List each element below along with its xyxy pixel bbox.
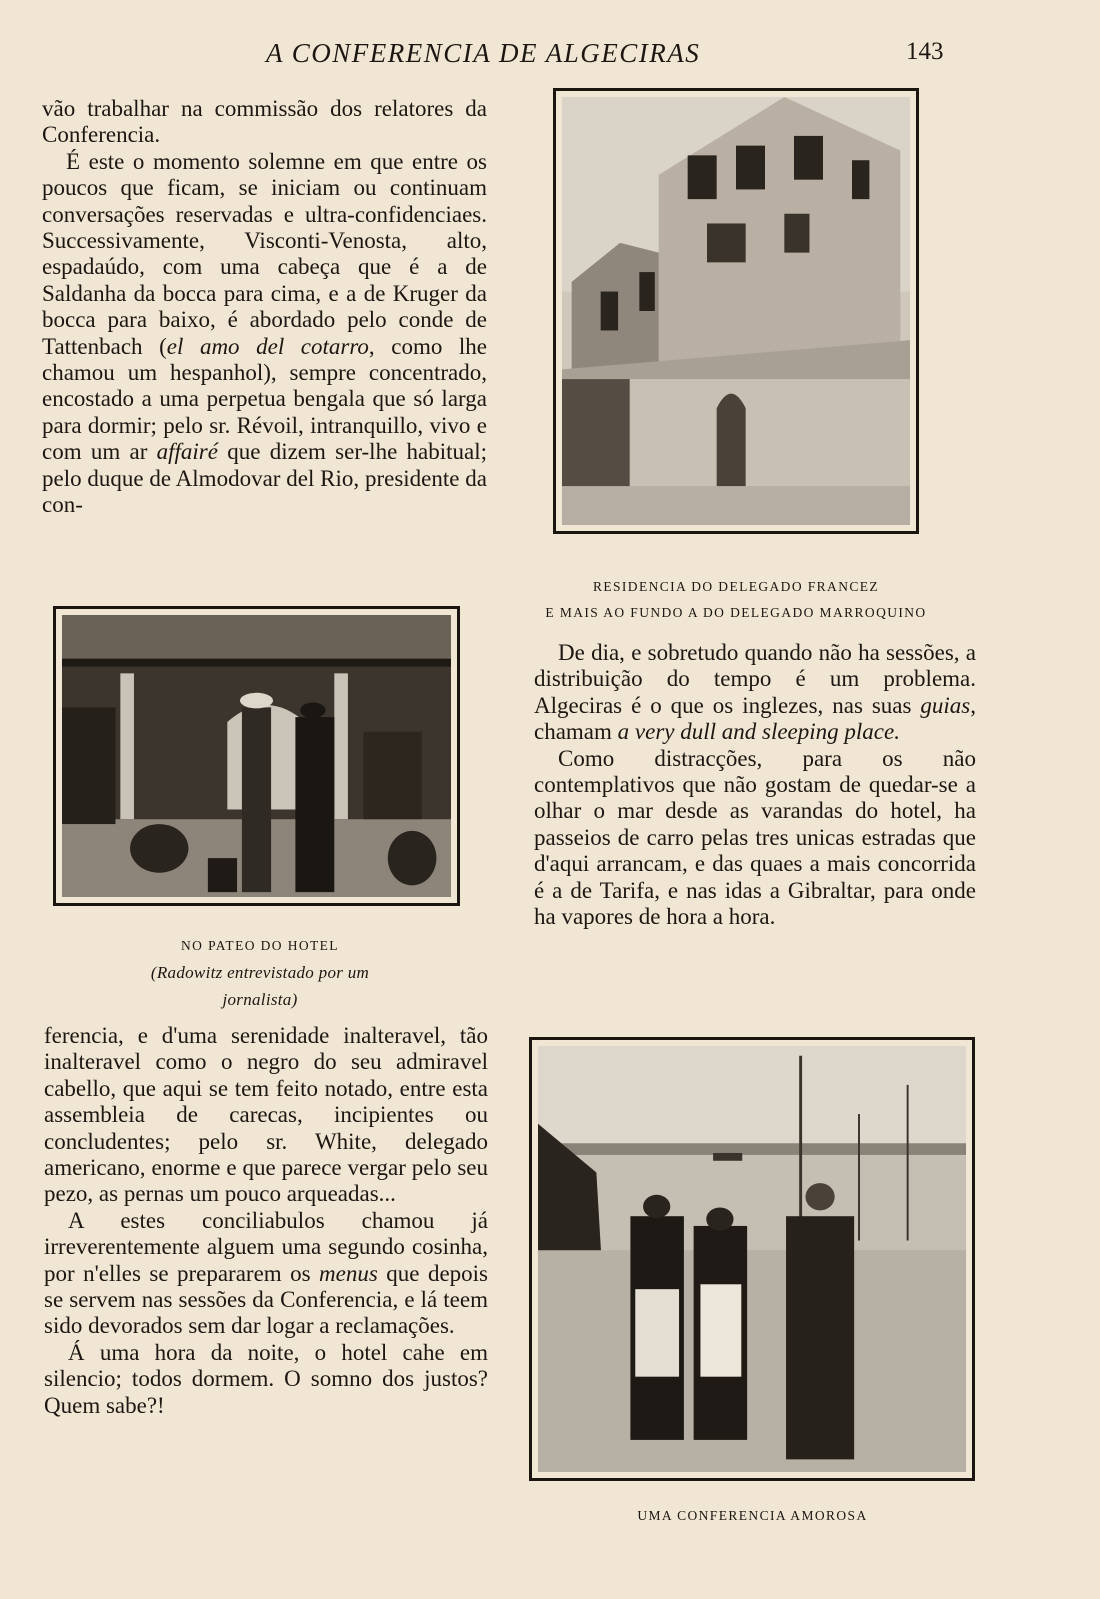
caption-line: E MAIS AO FUNDO A DO DELEGADO MARROQUINO xyxy=(545,605,927,620)
paragraph: vão trabalhar na commissão dos relatores da Conferencia. xyxy=(42,96,487,148)
caption-line: RESIDENCIA DO DELEGADO FRANCEZ xyxy=(592,579,880,594)
column-left-bottom xyxy=(44,1023,488,1419)
text-run: É este o momento solemne em que entre os poucos que ficam, se iniciam ou continuam conversações reservadas e ultra-confidenciaes. Successivamente, Visconti-Venosta, alto, espadaúdo, com uma cabeça que é a de Saldanha da bocca para cima, e a de Kruger da bocca para baixo, é abordado pelo conde de Tattenbach ( xyxy=(42,148,487,359)
residence-illustration xyxy=(562,97,910,525)
patio-illustration xyxy=(62,615,451,897)
caption-line: (Radowitz entrevistado por um jornalista) xyxy=(150,963,370,1009)
paragraph xyxy=(42,149,487,519)
text-run: De dia, e sobretudo quando não ha sessões, a distribuição do tempo é um problema. Algeciras é o que os inglezes, nas suas xyxy=(534,640,976,718)
paragraph xyxy=(534,640,976,746)
italic-text: guias xyxy=(920,692,971,718)
seaside-photo xyxy=(529,1037,975,1481)
residence-caption xyxy=(520,574,952,626)
text-run: que dizem ser-lhe habitual; pelo duque de Almodovar del Rio, presidente da con- xyxy=(42,439,488,518)
paragraph xyxy=(44,1208,488,1340)
italic-text: menus xyxy=(319,1260,378,1286)
text-run: que depois se servem nas sessões da Conferencia, e lá teem sido devorados sem dar logar a reclamações. xyxy=(44,1260,488,1339)
italic-text: el amo del cotarro xyxy=(166,333,369,359)
column-left-top xyxy=(42,96,487,519)
caption-line: NO PATEO DO HOTEL xyxy=(181,938,339,953)
italic-text: affairé xyxy=(156,439,218,465)
text-run: , como lhe chamou um hespanhol), sempre concentrado, encostado a uma perpetua bengala que só larga para dormir; pelo sr. Révoil, intranquillo, vivo e com um ar xyxy=(42,333,487,465)
patio-caption xyxy=(130,932,390,1013)
page-number: 143 xyxy=(906,38,944,65)
text-run: A estes conciliabulos chamou já irreverentemente alguem uma segundo cosinha, por n'elles se prepararem os xyxy=(44,1207,488,1286)
running-title: A CONFERENCIA DE ALGECIRAS xyxy=(266,38,701,68)
paragraph: Como distracções, para os não contemplativos que não gostam de quedar-se a olhar o mar desde as varandas do hotel, ha passeios de carro pelas tres unicas estradas que d'aqui arrancam, e das quaes a mais concorrida é a de Tarifa, e nas idas a Gibraltar, para onde ha vapores de hora a hora. xyxy=(534,745,976,930)
paragraph: ferencia, e d'uma serenidade inalteravel, tão inalteravel como o negro do seu admiravel cabello, que aqui se tem feito notado, entre esta assembleia de carecas, incipientes ou concludentes; pelo sr. White, delegado americano, enorme e que parece vergar pelo seu pezo, as pernas um pouco arqueadas... xyxy=(44,1023,488,1207)
seaside-illustration xyxy=(538,1046,966,1472)
patio-photo xyxy=(53,606,460,906)
paragraph: Á uma hora da noite, o hotel cahe em silencio; todos dormem. O somno dos justos? Quem sabe?! xyxy=(44,1339,488,1418)
seaside-caption: UMA CONFERENCIA AMOROSA xyxy=(637,1508,868,1523)
residence-photo xyxy=(553,88,919,534)
column-right xyxy=(534,640,976,930)
text-run: , chamam xyxy=(534,692,976,745)
italic-text: a very dull and sleeping place. xyxy=(617,719,900,745)
